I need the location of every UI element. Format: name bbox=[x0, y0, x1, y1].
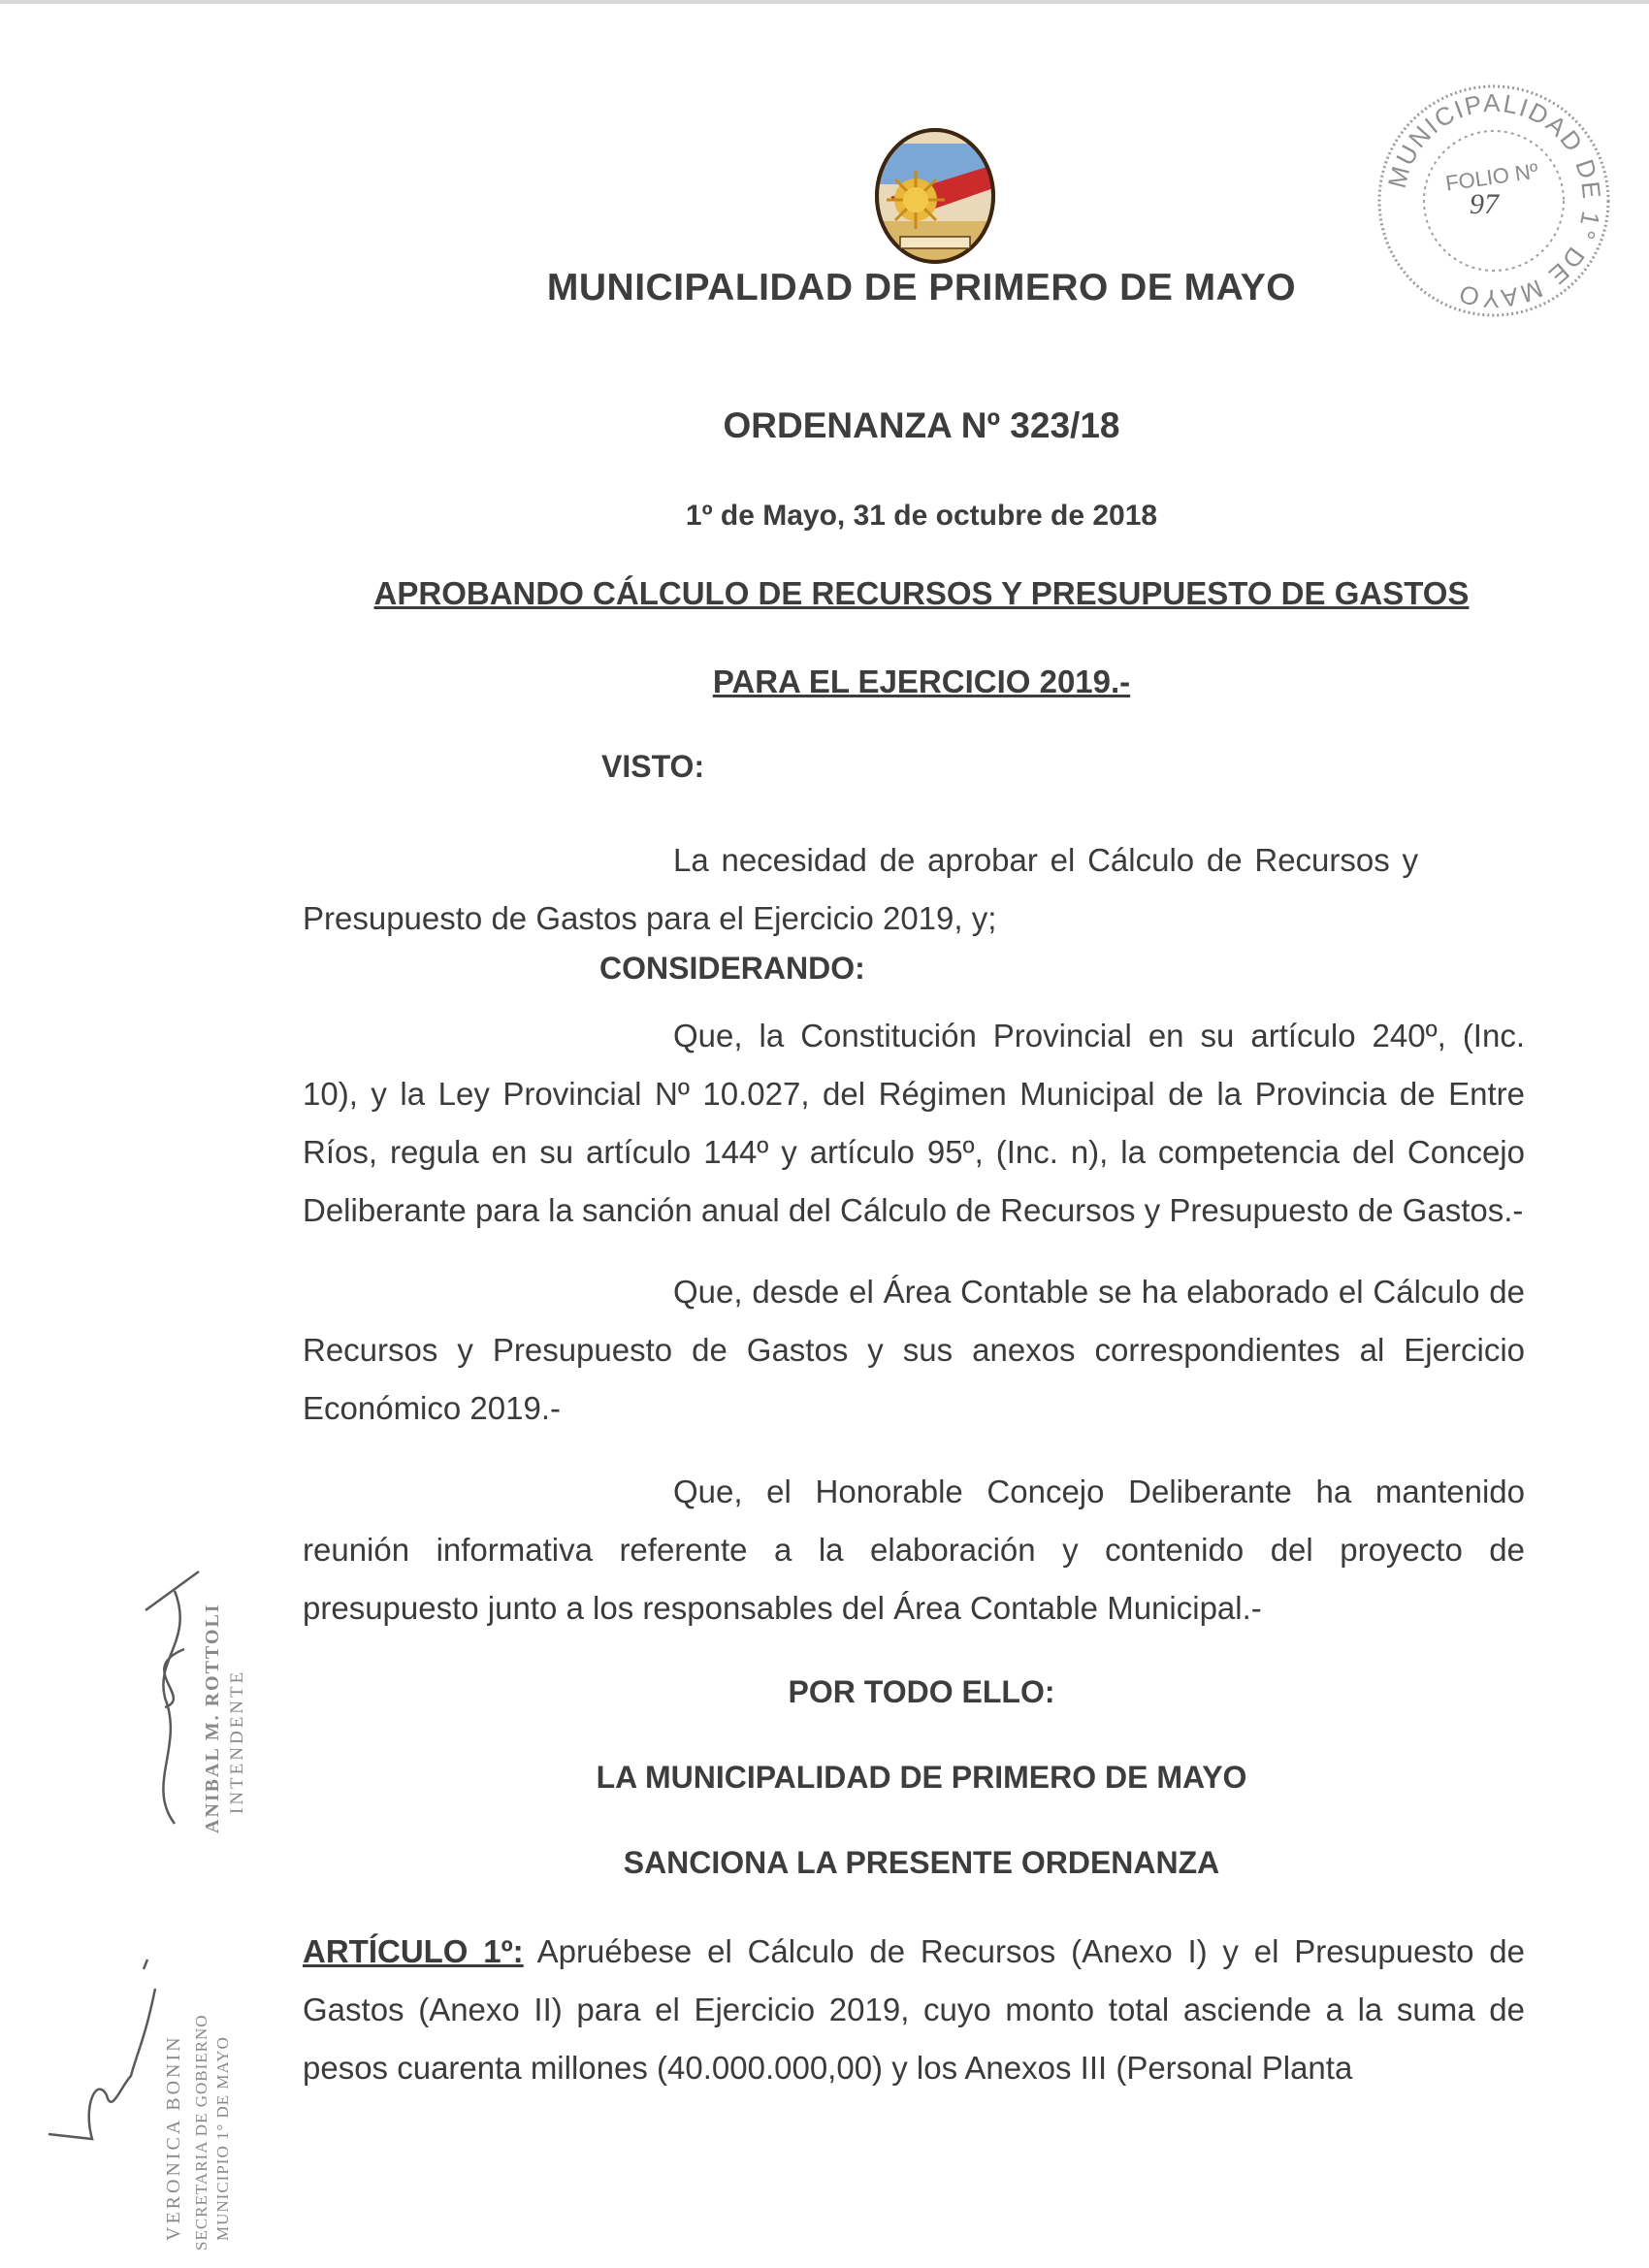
intendente-name: ANIBAL M. ROTTOLI bbox=[202, 1603, 223, 1833]
considerando-paragraph-3: Que, el Honorable Concejo Deliberante ha mantenido reunión informativa referente a la elaboración y contenido del proyecto de presupuesto junto a los responsables del Área Contable Municipal.- bbox=[303, 1474, 1525, 1626]
scan-edge bbox=[0, 0, 1649, 4]
considerando-paragraph-1: Que, la Constitución Provincial en su artículo 240º, (Inc. 10), y la Ley Provincial Nº 10.027, del Régimen Municipal de la Provincia de Entre Ríos, regula en su artículo 144º y artículo 95º, (Inc. n), la competencia del Concejo Deliberante para la sanción anual del Cálculo de Recursos y Presupuesto de Gastos.- bbox=[303, 1018, 1525, 1228]
secretaria-title: SECRETARIA DE GOBIERNO bbox=[192, 2014, 210, 2251]
folio-label: FOLIO Nº bbox=[1443, 158, 1540, 196]
articulo-1-paragraph bbox=[303, 1923, 1525, 2097]
ordinance-number: ORDENANZA Nº 323/18 bbox=[723, 405, 1120, 445]
intendente-signature-block bbox=[107, 1552, 281, 1843]
considerando-paragraph-2: Que, desde el Área Contable se ha elaborado el Cálculo de Recursos y Presupuesto de Gastos y sus anexos correspondientes al Ejercicio Económico 2019.- bbox=[303, 1274, 1525, 1426]
folio-number: 97 bbox=[1470, 188, 1499, 220]
considerando-heading: CONSIDERANDO: bbox=[599, 951, 865, 986]
subject-line-1: APROBANDO CÁLCULO DE RECURSOS Y PRESUPUESTO DE GASTOS bbox=[373, 575, 1470, 611]
sanciona-heading: SANCIONA LA PRESENTE ORDENANZA bbox=[623, 1845, 1220, 1880]
articulo-1-text: Apruébese el Cálculo de Recursos (Anexo I) y el Presupuesto de Gastos (Anexo II) para el Ejercicio 2019, cuyo monto total asciende a la suma de pesos cuarenta millones (40.000.000,00) y los Anexos III (Personal Planta bbox=[303, 1933, 1525, 2086]
secretaria-name: VERONICA BONIN bbox=[163, 2034, 184, 2241]
folio-stamp bbox=[1373, 80, 1615, 322]
secretaria-signature-block bbox=[39, 1930, 291, 2251]
intendente-signature-icon bbox=[107, 1552, 213, 1843]
stamp-ring-text: MUNICIPALIDAD DE 1° DE MAYO bbox=[1381, 87, 1607, 314]
visto-paragraph: La necesidad de aprobar el Cálculo de Recursos y Presupuesto de Gastos para el Ejercicio 2019, y; bbox=[303, 842, 1418, 936]
municipalidad-heading: LA MUNICIPALIDAD DE PRIMERO DE MAYO bbox=[596, 1760, 1247, 1795]
intendente-title: INTENDENTE bbox=[227, 1669, 247, 1814]
articulo-1-label: ARTÍCULO 1º: bbox=[303, 1933, 524, 1969]
secretaria-org: MUNICIPIO 1° DE MAYO bbox=[213, 2036, 232, 2241]
municipality-title: MUNICIPALIDAD DE PRIMERO DE MAYO bbox=[546, 267, 1297, 308]
subject-line-2: PARA EL EJERCICIO 2019.- bbox=[712, 664, 1131, 699]
ordinance-date: 1º de Mayo, 31 de octubre de 2018 bbox=[685, 500, 1158, 532]
por-todo-ello-heading: POR TODO ELLO: bbox=[788, 1674, 1055, 1709]
municipal-coat-of-arms-icon bbox=[871, 124, 999, 268]
visto-heading: VISTO: bbox=[601, 749, 705, 784]
